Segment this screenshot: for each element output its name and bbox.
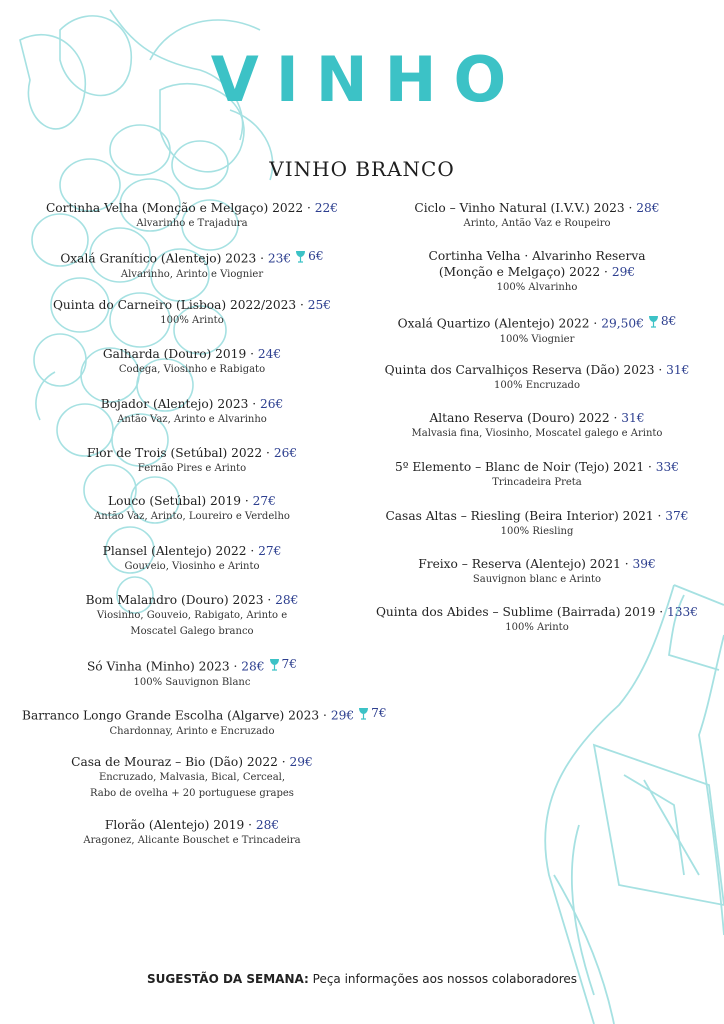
wine-item: Bom Malandro (Douro) 2023 · 28€ Viosinho, Gouveio, Rabigato, Arinto e Moscatel Galego branco [22,592,362,640]
wine-name: Bojador (Alentejo) 2023 [100,397,249,411]
wine-price: 33€ [655,460,680,474]
wine-item: Cortinha Velha · Alvarinho Reserva (Monção e Melgaço) 2022 · 29€ 100% Alvarinho [372,248,702,296]
wine-grapes-cont: Rabo de ovelha + 20 portuguese grapes [90,788,294,799]
wine-item: Quinta dos Abides – Sublime (Bairrada) 2019 · 133€ 100% Arinto [372,604,702,636]
wine-name: Bom Malandro (Douro) 2023 [85,593,264,607]
wine-glass-icon [295,250,306,263]
wine-item: Ciclo – Vinho Natural (I.V.V.) 2023 · 28€ Arinto, Antão Vaz e Roupeiro [372,200,702,232]
wine-glass-icon [358,707,369,720]
wine-price: 39€ [632,557,656,571]
wine-name: Quinta dos Abides – Sublime (Bairrada) 2019 [375,605,656,619]
wine-name: Quinta do Carneiro (Lisboa) 2022/2023 [52,298,297,312]
wine-grapes: Gouveio, Viosinho e Arinto [124,561,260,572]
wine-grapes: Chardonnay, Arinto e Encruzado [109,725,275,737]
wine-name: Louco (Setúbal) 2019 [108,494,242,508]
wine-grapes: Alvarinho e Trajadura [136,218,248,229]
wine-grapes-cont: Moscatel Galego branco [130,626,254,637]
wine-grapes: 100% Alvarinho [496,282,578,293]
wine-price: 22€ [314,201,339,215]
wine-name: Florão (Alentejo) 2019 [104,818,245,832]
suggestion-text: Peça informações aos nossos colaboradores [312,972,578,986]
wine-price: 27€ [258,544,282,558]
wine-grapes: Alvarinho, Arinto e Viognier [120,268,264,280]
page-title: VINHO [210,43,524,116]
glass-price: 7€ [281,657,298,671]
wine-grapes: Antão Vaz, Arinto, Loureiro e Verdelho [94,511,290,522]
wine-grapes: Aragonez, Alicante Bouschet e Trincadeira [83,835,301,846]
wine-grapes: Sauvignon blanc e Arinto [472,574,602,585]
wine-price: 28€ [275,593,299,607]
wine-item: 5º Elemento – Blanc de Noir (Tejo) 2021 · 33€ Trincadeira Preta [372,459,702,491]
wine-item: Altano Reserva (Douro) 2022 · 31€ Malvasia fina, Viosinho, Moscatel galego e Arinto [372,410,702,442]
wine-item: Oxalá Granítico (Alentejo) 2023 · 23€ 6€ Alvarinho, Arinto e Viognier [22,248,362,283]
wine-price: 26€ [273,446,298,460]
wine-item: Louco (Setúbal) 2019 · 27€ Antão Vaz, Arinto, Loureiro e Verdelho [22,493,362,525]
wine-price: 29€ [611,265,636,279]
wine-price: 28€ [241,659,265,674]
wine-price: 29€ [289,755,313,769]
glass-price: 8€ [660,314,677,328]
wine-price: 133€ [667,605,699,619]
wine-name: Ciclo – Vinho Natural (I.V.V.) 2023 [414,201,625,215]
wine-item: Galharda (Douro) 2019 · 24€ Codega, Viosinho e Rabigato [22,346,362,378]
wine-item: Flor de Trois (Setúbal) 2022 · 26€ Fernão Pires e Arinto [22,445,362,477]
wine-name: 5º Elemento – Blanc de Noir (Tejo) 2021 [394,460,645,474]
wine-item: Plansel (Alentejo) 2022 · 27€ Gouveio, Viosinho e Arinto [22,543,362,575]
wine-grapes: Antão Vaz, Arinto e Alvarinho [117,414,267,425]
wine-price: 28€ [255,818,280,832]
wine-item: Barranco Longo Grande Escolha (Algarve) 2023 · 29€ 7€ Chardonnay, Arinto e Encruzado [22,705,362,740]
wine-price: 31€ [621,411,645,425]
wine-grapes: Arinto, Antão Vaz e Roupeiro [463,218,611,229]
wine-grapes: 100% Encruzado [494,380,580,391]
wine-price: 28€ [636,201,660,215]
wine-name: Casas Altas – Riesling (Beira Interior) 2021 [385,509,654,523]
wine-item: Casas Altas – Riesling (Beira Interior) 2021 · 37€ 100% Riesling [372,508,702,540]
wine-grapes: Malvasia fina, Viosinho, Moscatel galego e Arinto [411,428,663,439]
wine-glass-icon [648,315,659,328]
bottle-illustration [524,575,724,1024]
section-title: VINHO BRANCO [269,157,455,181]
wine-name: Galharda (Douro) 2019 [102,347,247,361]
wine-name: Quinta dos Carvalhiços Reserva (Dão) 2023 [384,363,655,377]
glass-price: 6€ [308,249,324,263]
wine-price: 25€ [307,298,332,312]
wine-price: 29€ [330,708,355,723]
wine-price: 37€ [665,509,689,523]
wine-item: Só Vinha (Minho) 2023 · 28€ 7€ 100% Sauvignon Blanc [22,656,362,691]
wine-name: Oxalá Granítico (Alentejo) 2023 [60,251,257,266]
wine-price: 31€ [666,363,690,377]
wine-price: 29,50€ [601,316,644,331]
wine-grapes: Trincadeira Preta [492,477,582,488]
weekly-suggestion [0,972,724,986]
wine-grapes: Encruzado, Malvasia, Bical, Cerceal, [98,772,286,783]
wine-name: Freixo – Reserva (Alentejo) 2021 [418,557,621,571]
wine-item: Florão (Alentejo) 2019 · 28€ Aragonez, Alicante Bouschet e Trincadeira [22,817,362,849]
wine-item: Bojador (Alentejo) 2023 · 26€ Antão Vaz, Arinto e Alvarinho [22,396,362,428]
wine-price: 24€ [257,347,282,361]
wine-name: Cortinha Velha (Monção e Melgaço) 2022 [45,201,304,215]
wine-item: Oxalá Quartizo (Alentejo) 2022 · 29,50€ 8€ 100% Viognier [372,313,702,348]
glass-price: 7€ [371,706,387,720]
wine-grapes: 100% Sauvignon Blanc [133,676,251,688]
wine-item: Quinta do Carneiro (Lisboa) 2022/2023 · 25€ 100% Arinto [22,297,362,329]
wine-grapes: 100% Arinto [160,315,224,326]
wine-name: Cortinha Velha · Alvarinho Reserva [428,249,646,263]
wine-price: 26€ [259,397,284,411]
wine-name: Só Vinha (Minho) 2023 [86,659,230,674]
wine-name: Altano Reserva (Douro) 2022 [429,411,610,425]
wine-grapes: Codega, Viosinho e Rabigato [118,364,266,375]
wine-grapes: 100% Arinto [505,622,569,633]
wine-name: Oxalá Quartizo (Alentejo) 2022 [397,316,590,331]
wine-name-cont: (Monção e Melgaço) 2022 [438,265,601,279]
wine-item: Casa de Mouraz – Bio (Dão) 2022 · 29€ Encruzado, Malvasia, Bical, Cerceal, Rabo de ovelha + 20 portuguese grapes [22,754,362,802]
wine-price: 23€ [267,251,292,266]
wine-price: 27€ [252,494,276,508]
wine-glass-icon [269,658,280,671]
wine-name: Flor de Trois (Setúbal) 2022 [86,446,263,460]
wine-name: Casa de Mouraz – Bio (Dão) 2022 [71,755,278,769]
wine-item: Quinta dos Carvalhiços Reserva (Dão) 2023 · 31€ 100% Encruzado [372,362,702,394]
wine-name: Plansel (Alentejo) 2022 [102,544,247,558]
wine-grapes: 100% Riesling [500,526,574,537]
wine-name: Barranco Longo Grande Escolha (Algarve) 2023 [22,708,320,723]
wine-item: Cortinha Velha (Monção e Melgaço) 2022 · 22€ Alvarinho e Trajadura [22,200,362,232]
wine-item: Freixo – Reserva (Alentejo) 2021 · 39€ Sauvignon blanc e Arinto [372,556,702,588]
wine-grapes: 100% Viognier [499,333,575,345]
suggestion-label: SUGESTÃO DA SEMANA: [146,972,309,986]
wine-grapes: Viosinho, Gouveio, Rabigato, Arinto e [96,610,288,621]
wine-grapes: Fernão Pires e Arinto [137,463,247,474]
